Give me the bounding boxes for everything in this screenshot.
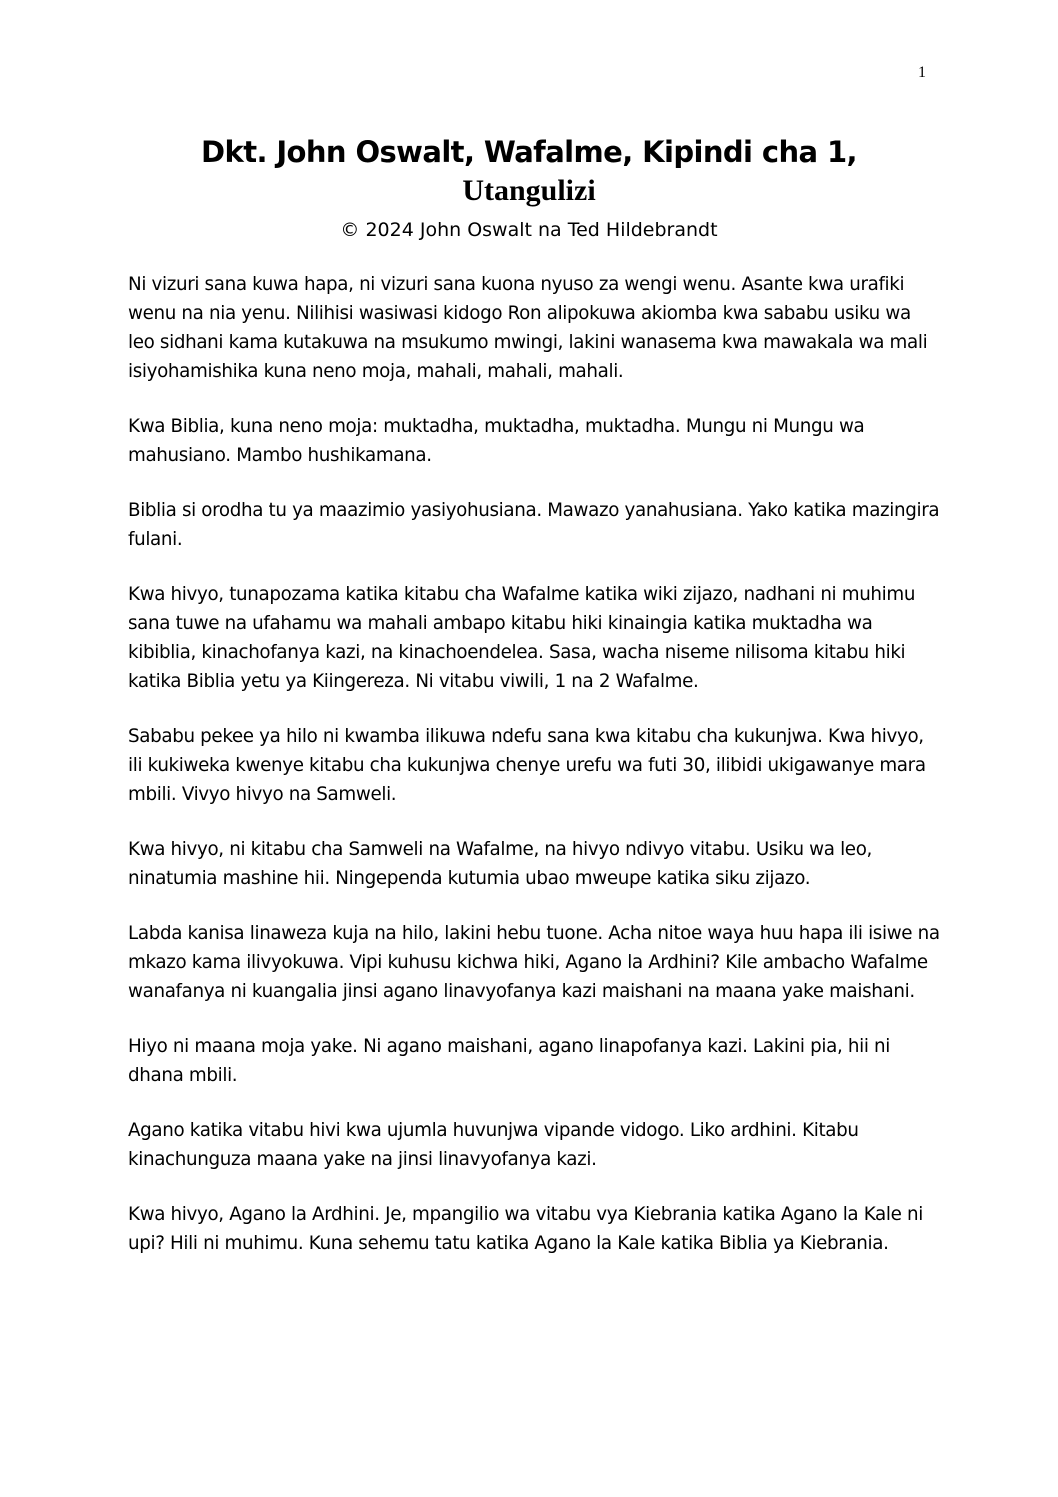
document-body — [128, 270, 940, 1284]
paragraph-8: Hiyo ni maana moja yake. Ni agano maishani, agano linapofanya kazi. Lakini pia, hii ni dhana mbili. — [128, 1036, 891, 1086]
paragraph-7: Labda kanisa linaweza kuja na hilo, lakini hebu tuone. Acha nitoe waya huu hapa ili isiwe na mkazo kama ilivyokuwa. Vipi kuhusu kichwa hiki, Agano la Ardhini? Kile ambacho Wafalme wanafanya ni kuangalia jinsi agano linavyofanya kazi maishani na maana yake maishani. — [128, 923, 940, 1002]
paragraph-10: Kwa hivyo, Agano la Ardhini. Je, mpangilio wa vitabu vya Kiebrania katika Agano la Kale ni upi? Hili ni muhimu. Kuna sehemu tatu katika Agano la Kale katika Biblia ya Kiebrania. — [128, 1204, 923, 1254]
copyright-line: © 2024 John Oswalt na Ted Hildebrandt — [340, 219, 718, 241]
paragraph-1: Ni vizuri sana kuwa hapa, ni vizuri sana kuona nyuso za wengi wenu. Asante kwa urafiki wenu na nia yenu. Nilihisi wasiwasi kidogo Ron alipokuwa akiomba kwa sababu usiku wa leo sidhani kama kutakuwa na msukumo mwingi, lakini wanasema kwa mawakala wa mali isiyohamishika kuna neno moja, mahali, mahali, mahali. — [128, 274, 928, 382]
page-number: 1 — [918, 64, 926, 81]
document-title: Dkt. John Oswalt, Wafalme, Kipindi cha 1, — [201, 135, 857, 169]
paragraph-3: Biblia si orodha tu ya maazimio yasiyohusiana. Mawazo yanahusiana. Yako katika mazingira fulani. — [128, 500, 940, 550]
paragraph-4: Kwa hivyo, tunapozama katika kitabu cha Wafalme katika wiki zijazo, nadhani ni muhimu sana tuwe na ufahamu wa mahali ambapo kitabu hiki kinaingia katika muktadha wa kibiblia, kinachofanya kazi, na kinachoendelea. Sasa, wacha niseme nilisoma kitabu hiki katika Biblia yetu ya Kiingereza. Ni vitabu viwili, 1 na 2 Wafalme. — [128, 584, 916, 692]
document-subtitle: Utangulizi — [462, 174, 596, 207]
paragraph-5: Sababu pekee ya hilo ni kwamba ilikuwa ndefu sana kwa kitabu cha kukunjwa. Kwa hivyo, ili kukiweka kwenye kitabu cha kukunjwa chenye urefu wa futi 30, ilibidi ukigawanye mara mbili. Vivyo hivyo na Samweli. — [128, 726, 926, 805]
paragraph-2: Kwa Biblia, kuna neno moja: muktadha, muktadha, muktadha. Mungu ni Mungu wa mahusiano. Mambo hushikamana. — [128, 416, 865, 466]
paragraph-6: Kwa hivyo, ni kitabu cha Samweli na Wafalme, na hivyo ndivyo vitabu. Usiku wa leo, ninatumia mashine hii. Ningependa kutumia ubao mweupe katika siku zijazo. — [128, 839, 872, 889]
paragraph-9: Agano katika vitabu hivi kwa ujumla huvunjwa vipande vidogo. Liko ardhini. Kitabu kinachunguza maana yake na jinsi linavyofanya kazi. — [128, 1120, 859, 1170]
